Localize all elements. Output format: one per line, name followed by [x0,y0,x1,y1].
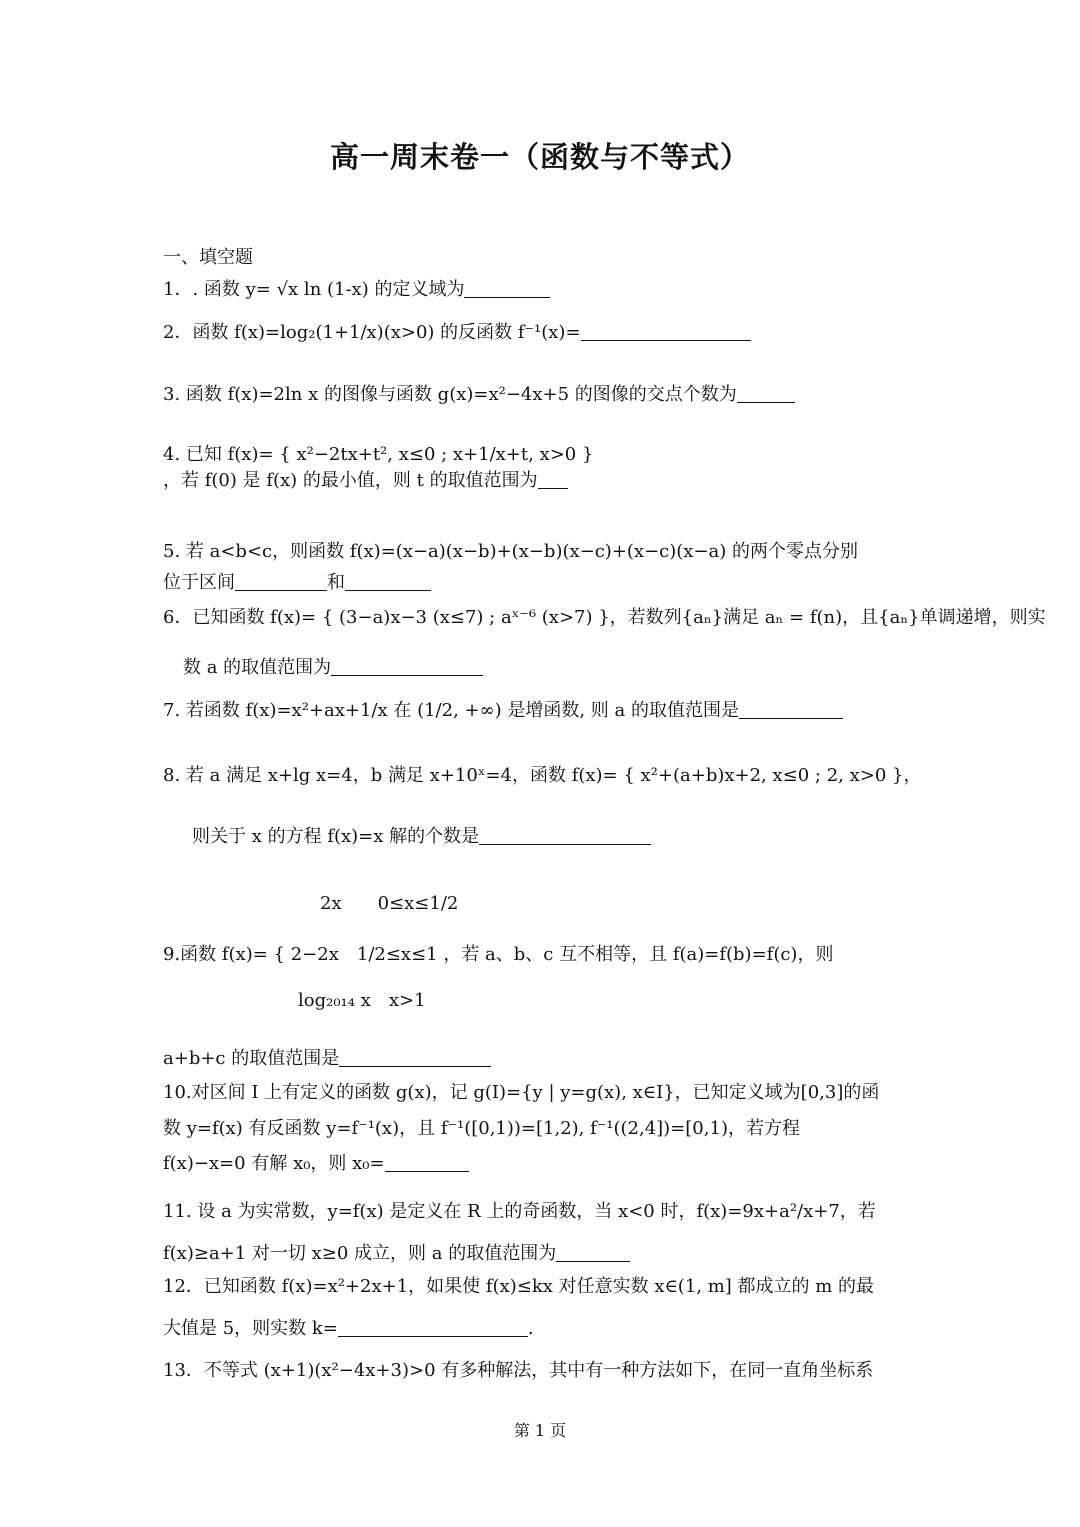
answer-blank [331,674,483,676]
question-6-line2 [183,657,483,679]
question-9-line2: 9.函数 f(x)= { 2−2x 1/2≤x≤1 ，若 a、b、c 互不相等，且 f(a)=f(b)=f(c)，则 [163,944,834,965]
answer-blank [737,401,795,403]
question-11-line1: 11. 设 a 为实常数，y=f(x) 是定义在 R 上的奇函数，当 x<0 时，f(x)=9x+a²/x+7，若 [163,1201,876,1222]
question-text: . [527,1318,534,1339]
question-text: 2．函数 f(x)=log₂(1+1/x)(x>0) 的反函数 f⁻¹(x)= [163,322,581,343]
answer-blank [338,1335,528,1337]
question-text: a+b+c 的取值范围是 [163,1048,340,1069]
question-12-line1: 12．已知函数 f(x)=x²+2x+1，如果使 f(x)≤kx 对任意实数 x∈(1, m] 都成立的 m 的最 [163,1276,875,1297]
question-text: f(x)−x=0 有解 x₀，则 x₀= [163,1153,385,1174]
question-text: 和 [327,572,345,593]
question-12-line2 [163,1318,534,1340]
question-7 [163,700,843,722]
section-heading: 一、填空题 [163,247,253,268]
question-8-line1: 8. 若 a 满足 x+lg x=4，b 满足 x+10ˣ=4，函数 f(x)= { x²+(a+b)x+2, x≤0 ; 2, x>0 }， [163,765,922,786]
question-text: 数 a 的取值范围为 [183,657,332,678]
question-5-line2 [163,572,431,594]
question-2 [163,322,751,344]
question-text: ，若 f(0) 是 f(x) 的最小值，则 t 的取值范围为 [163,470,538,491]
question-text: 3. 函数 f(x)=2ln x 的图像与函数 g(x)=x²−4x+5 的图像的交点个数为 [163,384,737,405]
question-4-formula: 4. 已知 f(x)= { x²−2tx+t², x≤0 ; x+1/x+t, x>0 } [163,444,594,465]
question-text: 则关于 x 的方程 f(x)=x 解的个数是 [192,826,480,847]
page-number: 第 1 页 [513,1421,567,1440]
question-text: 1．. 函数 y= √x ln (1-x) 的定义域为 [163,279,465,300]
question-10-line1: 10.对区间 I 上有定义的函数 g(x)，记 g(I)={y | y=g(x), x∈I}，已知定义域为[0,3]的函 [163,1082,880,1103]
answer-blank [385,1170,469,1172]
question-4 [163,470,568,492]
answer-blank [479,843,651,845]
page-title: 高一周末卷一（函数与不等式） [329,140,750,174]
question-1 [163,279,550,301]
answer-blank [345,589,431,591]
question-10-line2: 数 y=f(x) 有反函数 y=f⁻¹(x)，且 f⁻¹([0,1))=[1,2), f⁻¹((2,4])=[0,1)，若方程 [163,1118,800,1139]
question-8-line2 [192,826,651,848]
question-text: 7. 若函数 f(x)=x²+ax+1/x 在 (1/2, +∞) 是增函数, 则 a 的取值范围是 [163,700,739,721]
question-10-line3 [163,1153,469,1175]
question-11-line2 [163,1243,630,1265]
question-13: 13．不等式 (x+1)(x²−4x+3)>0 有多种解法，其中有一种方法如下，在同一直角坐标系 [163,1360,874,1381]
answer-blank [339,1065,491,1067]
answer-blank [235,589,327,591]
question-5-line1: 5. 若 a<b<c，则函数 f(x)=(x−a)(x−b)+(x−b)(x−c)+(x−c)(x−a) 的两个零点分别 [163,541,859,562]
question-text: f(x)≥a+1 对一切 x≥0 成立，则 a 的取值范围为 [163,1243,557,1264]
question-6-line1: 6．已知函数 f(x)= { (3−a)x−3 (x≤7) ; aˣ⁻⁶ (x>7) }，若数列{aₙ}满足 aₙ = f(n)，且{aₙ}单调递增，则实 [163,607,1046,628]
question-text: 位于区间 [163,572,235,593]
question-9-line4 [163,1048,491,1070]
answer-blank [538,487,568,489]
question-text: 大值是 5，则实数 k= [163,1318,338,1339]
answer-blank [581,339,751,341]
answer-blank [739,717,843,719]
question-3 [163,384,795,406]
question-9-case3: log₂₀₁₄ x x>1 [298,990,426,1011]
question-9-case1: 2x 0≤x≤1/2 [320,893,459,914]
answer-blank [464,296,550,298]
answer-blank [556,1260,630,1262]
